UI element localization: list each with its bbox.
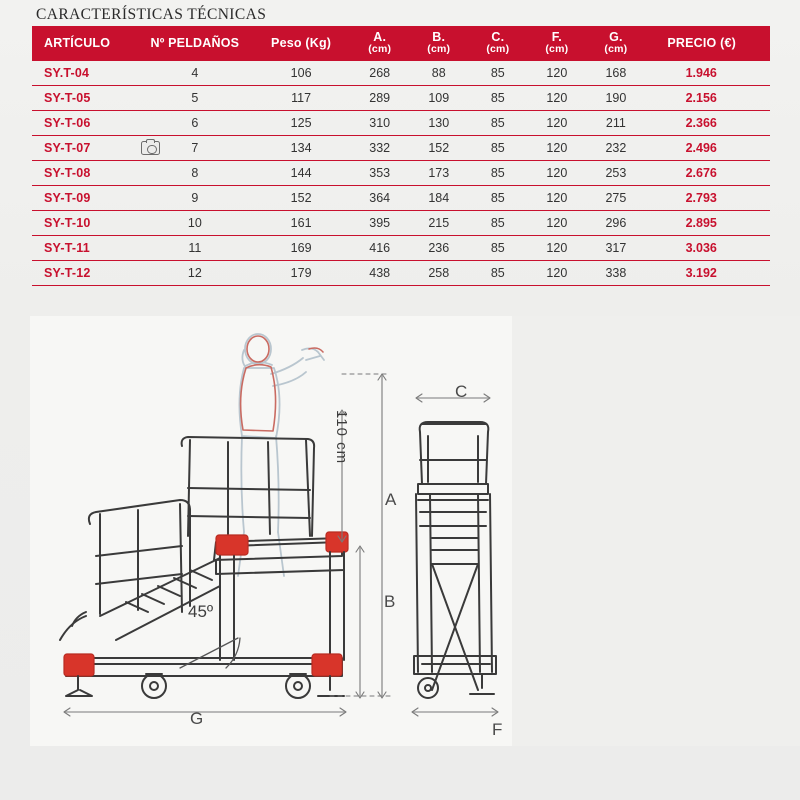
technical-drawing — [30, 316, 512, 746]
dimension-label-f: F — [492, 720, 503, 739]
cell-a: 332 — [350, 136, 409, 161]
cell-b: 152 — [409, 136, 468, 161]
cell-f: 120 — [527, 186, 586, 211]
technical-specs-table — [32, 26, 770, 286]
cell-f: 120 — [527, 86, 586, 111]
cell-f: 120 — [527, 61, 586, 86]
dimension-label-b: B — [384, 592, 396, 611]
cell-articulo: SY-T-10 — [32, 211, 138, 236]
column-header-precio: PRECIO (€) — [645, 26, 770, 61]
cell-peldanos: 8 — [138, 161, 252, 186]
column-header-b: B. (cm) — [409, 26, 468, 61]
cell-a: 364 — [350, 186, 409, 211]
cell-peso: 144 — [252, 161, 350, 186]
cell-c: 85 — [468, 136, 527, 161]
cell-precio: 2.793 — [645, 186, 770, 211]
column-header-articulo: ARTÍCULO — [32, 26, 138, 61]
cell-a: 268 — [350, 61, 409, 86]
cell-peldanos: 12 — [138, 261, 252, 286]
cell-precio: 3.192 — [645, 261, 770, 286]
table-header — [32, 26, 770, 61]
dimension-label-a: A — [385, 490, 397, 509]
cell-f: 120 — [527, 261, 586, 286]
table-row — [32, 86, 770, 111]
cell-c: 85 — [468, 261, 527, 286]
cell-peso: 169 — [252, 236, 350, 261]
cell-peldanos: 7 — [138, 136, 252, 161]
cell-a: 438 — [350, 261, 409, 286]
cell-f: 120 — [527, 236, 586, 261]
cell-peldanos: 6 — [138, 111, 252, 136]
technical-specs-table-wrapper — [32, 26, 770, 286]
cell-c: 85 — [468, 111, 527, 136]
cell-f: 120 — [527, 211, 586, 236]
cell-peso: 179 — [252, 261, 350, 286]
drawing-svg — [30, 316, 512, 746]
cell-b: 88 — [409, 61, 468, 86]
cell-precio: 2.895 — [645, 211, 770, 236]
dimension-label-guardrail-height: 110 cm — [333, 410, 350, 465]
table-row — [32, 111, 770, 136]
cell-b: 258 — [409, 261, 468, 286]
wheels — [142, 674, 310, 698]
cell-articulo: SY-T-08 — [32, 161, 138, 186]
cell-a: 395 — [350, 211, 409, 236]
table-row — [32, 236, 770, 261]
cell-peldanos: 11 — [138, 236, 252, 261]
cell-g: 275 — [586, 186, 645, 211]
table-row — [32, 136, 770, 161]
table-header-row — [32, 26, 770, 61]
table-row — [32, 261, 770, 286]
column-header-peldanos: Nº PELDAÑOS — [138, 26, 252, 61]
cell-g: 253 — [586, 161, 645, 186]
cell-a: 310 — [350, 111, 409, 136]
cell-a: 353 — [350, 161, 409, 186]
cell-precio: 2.156 — [645, 86, 770, 111]
cell-g: 190 — [586, 86, 645, 111]
cell-f: 120 — [527, 136, 586, 161]
column-header-g: G. (cm) — [586, 26, 645, 61]
cell-peldanos: 4 — [138, 61, 252, 86]
cell-g: 232 — [586, 136, 645, 161]
cell-b: 184 — [409, 186, 468, 211]
cell-b: 109 — [409, 86, 468, 111]
column-header-f: F. (cm) — [527, 26, 586, 61]
cell-b: 215 — [409, 211, 468, 236]
cell-b: 236 — [409, 236, 468, 261]
cell-peso: 106 — [252, 61, 350, 86]
cell-precio: 2.496 — [645, 136, 770, 161]
cell-c: 85 — [468, 61, 527, 86]
dimension-label-angle: 45º — [188, 602, 214, 621]
table-row — [32, 211, 770, 236]
table-row — [32, 186, 770, 211]
cell-articulo: SY-T-11 — [32, 236, 138, 261]
column-header-c: C. (cm) — [468, 26, 527, 61]
cell-c: 85 — [468, 186, 527, 211]
cell-g: 168 — [586, 61, 645, 86]
cell-peso: 125 — [252, 111, 350, 136]
cell-g: 338 — [586, 261, 645, 286]
cell-f: 120 — [527, 161, 586, 186]
cell-a: 289 — [350, 86, 409, 111]
table-body — [32, 61, 770, 286]
camera-icon — [141, 141, 160, 155]
cell-peldanos: 10 — [138, 211, 252, 236]
cell-articulo: SY-T-09 — [32, 186, 138, 211]
rear-guardrail — [182, 437, 315, 536]
cell-precio: 2.676 — [645, 161, 770, 186]
cell-a: 416 — [350, 236, 409, 261]
folded-side-view — [414, 422, 496, 698]
cell-g: 296 — [586, 211, 645, 236]
cell-g: 211 — [586, 111, 645, 136]
cell-precio: 1.946 — [645, 61, 770, 86]
cell-articulo: SY-T-06 — [32, 111, 138, 136]
cell-peso: 161 — [252, 211, 350, 236]
cell-c: 85 — [468, 211, 527, 236]
cell-c: 85 — [468, 236, 527, 261]
dimension-label-g: G — [190, 709, 204, 728]
cell-peso: 134 — [252, 136, 350, 161]
dimension-label-c: C — [455, 382, 468, 401]
cell-f: 120 — [527, 111, 586, 136]
cell-b: 130 — [409, 111, 468, 136]
cell-articulo: SY-T-12 — [32, 261, 138, 286]
cell-precio: 2.366 — [645, 111, 770, 136]
cell-peldanos: 9 — [138, 186, 252, 211]
cell-precio: 3.036 — [645, 236, 770, 261]
column-header-peso: Peso (Kg) — [252, 26, 350, 61]
cell-g: 317 — [586, 236, 645, 261]
table-row — [32, 61, 770, 86]
table-row — [32, 161, 770, 186]
cell-c: 85 — [468, 86, 527, 111]
drawing-right-background — [512, 316, 800, 746]
cell-peldanos: 5 — [138, 86, 252, 111]
page-title: CARACTERÍSTICAS TÉCNICAS — [36, 6, 267, 23]
cell-peso: 117 — [252, 86, 350, 111]
cell-articulo: SY-T-05 — [32, 86, 138, 111]
cell-c: 85 — [468, 161, 527, 186]
cell-peso: 152 — [252, 186, 350, 211]
column-header-a: A. (cm) — [350, 26, 409, 61]
cell-articulo: SY-T-07 — [32, 136, 138, 161]
stair-section — [60, 558, 220, 640]
cell-b: 173 — [409, 161, 468, 186]
cell-articulo: SY.T-04 — [32, 61, 138, 86]
